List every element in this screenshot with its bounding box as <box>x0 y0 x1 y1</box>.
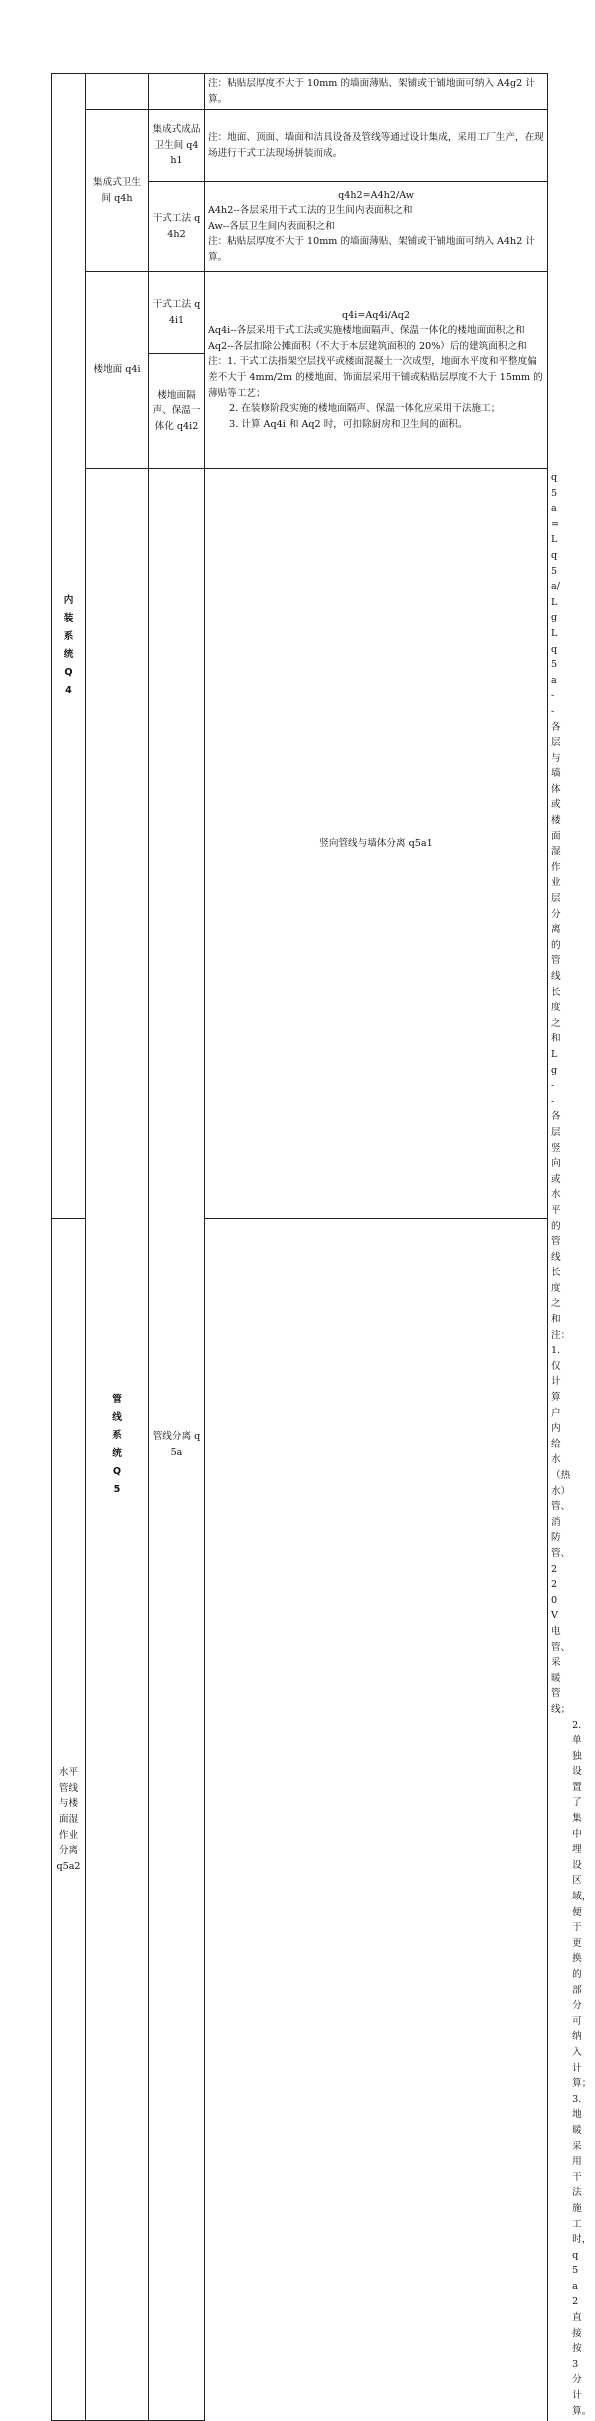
q4h1-note: 注：地面、顶面、墙面和洁具设备及管线等通过设计集成，采用工厂生产，在现场进行干式工法现场拼装而成。 <box>205 110 548 182</box>
item-q4h1: 集成式成品卫生间 q4h1 <box>149 110 205 182</box>
note: 2. 在装修阶段实施的楼地面隔声、保温一体化应采用干法施工； <box>229 403 501 415</box>
table-row <box>52 272 548 354</box>
note: 注：1. 干式工法指架空层找平或楼面混凝土一次成型，地面水平度和平整度偏差不大于 4mm/2m 的楼地面、饰面层采用干铺或粘贴层厚度不大于 15mm 的薄贴等工艺； <box>208 356 543 399</box>
item-q4i2: 楼地面隔声、保温一体化 q4i2 <box>149 354 205 469</box>
criteria-table <box>51 73 592 2421</box>
empty-item-cell <box>149 74 205 110</box>
category-q4h: 集成式卫生间 q4h <box>86 110 149 272</box>
formula-q4i: q4i=Aq4i/Aq2 <box>342 309 410 321</box>
table-row <box>52 110 548 182</box>
category-q4i: 楼地面 q4i <box>86 272 149 469</box>
row0-note: 注：粘贴层厚度不大于 10mm 的墙面薄贴、架铺或干铺地面可纳入 A4g2 计算。 <box>205 74 548 110</box>
item-q4h2: 干式工法 q4h2 <box>149 182 205 272</box>
definition: A4h2--各层采用干式工法的卫生间内表面积之和 <box>208 205 413 217</box>
note: 3. 计算 Aq4i 和 Aq2 时，可扣除厨房和卫生间的面积。 <box>229 418 468 430</box>
item-q4i1: 干式工法 q4i1 <box>149 272 205 354</box>
q4i-description <box>205 272 548 469</box>
item-q5a1: 竖向管线与墙体分离 q5a1 <box>205 469 548 1219</box>
note: 2. 单独设置了集中埋设区域，便于更换的部分可纳入计算； <box>572 1719 592 2090</box>
empty-category-cell <box>86 74 149 110</box>
table-row: 管线系统Q5 管线分离 q5a 竖向管线与墙体分离 q5a1 q5a=Lq5a/Lg Lq5a--各层与墙体或楼面湿作业层分离的管线长度之和 Lg--各层竖向或水平的管线长度之和 注：1. 仅计算户内给水（热水）管、消防管、220V 电管、采暖管线； 2. 单独设置了集中埋设区域，便于更换的部分可纳入计算； 3. 地暖采用干法施工时，q5a2 直接按 3 分计算。 <box>52 469 548 1219</box>
item-q5a2: 水平管线与楼面湿作业分离 q5a2 <box>52 1219 86 2421</box>
q4h2-description <box>205 182 548 272</box>
definition: Aq4i--各层采用干式工法或实施楼地面隔声、保温一体化的楼地面面积之和 <box>208 325 525 337</box>
system-label-q4: 内装系统Q4 <box>52 74 86 1219</box>
note: 注：粘贴层厚度不大于 10mm 的墙面薄贴、架铺或干铺地面可纳入 A4h2 计算。 <box>208 236 535 263</box>
system-label-q5: 管线系统Q5 <box>86 469 149 2421</box>
definition: Aw--各层卫生间内表面积之和 <box>208 220 335 232</box>
category-q5a: 管线分离 q5a <box>149 469 205 2421</box>
definition: Aq2--各层扣除公摊面积（不大于本层建筑面积的 20%）后的建筑面积之和 <box>208 340 527 352</box>
formula-q4h2: q4h2=A4h2/Aw <box>338 189 414 201</box>
note: 3. 地暖采用干法施工时，q5a2 直接按 3 分计算。 <box>572 2093 592 2417</box>
table-row <box>52 74 548 110</box>
